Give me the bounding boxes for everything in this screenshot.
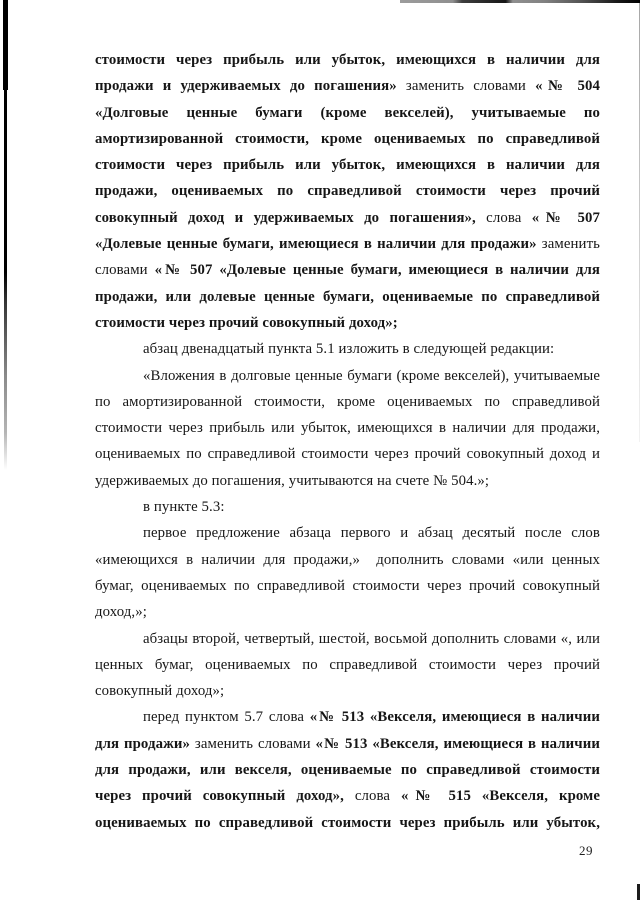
text-line [95, 520, 600, 546]
text-line [95, 599, 600, 625]
text-segment: стоимости через прибыль или убыток, имеющихся в наличии для продажи, [95, 420, 600, 437]
text-segment: абзацы второй, четвертый, шестой, восьмой дополнить словами «, или [143, 630, 600, 647]
text-segment: доход,»; [95, 604, 147, 621]
text-line [95, 310, 600, 336]
text-line [95, 810, 600, 836]
text-line [95, 415, 600, 441]
para-pered-punktom-5-7 [95, 704, 600, 835]
text-line [95, 757, 600, 783]
text-line [95, 152, 600, 178]
text-segment: «имеющихся в наличии для продажи,» дополнить словами «или ценных [95, 551, 600, 568]
text-line [95, 573, 600, 599]
bold-text-segment: «№ 504 [535, 78, 601, 95]
text-line [95, 47, 600, 73]
text-line [95, 336, 600, 362]
text-segment: заменить словами [396, 78, 536, 95]
text-line [95, 626, 600, 652]
text-segment: заменить словами [190, 735, 316, 752]
text-segment: в пункте 5.3: [143, 499, 225, 516]
page-number: 29 [579, 843, 593, 858]
bold-text-segment: «Долевые ценные бумаги, имеющиеся в наличии для продажи» [95, 236, 537, 253]
bold-text-segment: «№ 513 «Векселя, имеющиеся в наличии [309, 709, 600, 726]
text-line [95, 257, 600, 283]
text-line [95, 205, 600, 231]
text-segment: заменить [536, 236, 600, 253]
text-segment: абзац двенадцатый пункта 5.1 изложить в следующей редакции: [143, 341, 555, 358]
text-segment: слова [343, 788, 401, 805]
text-segment: совокупный доход»; [95, 683, 225, 700]
bold-text-segment: через прочий совокупный доход», [95, 788, 344, 805]
text-line [95, 468, 600, 494]
para-vlozheniya-v-dolgovye [95, 363, 600, 494]
text-line [95, 783, 600, 809]
text-segment: «Вложения в долговые ценные бумаги (кроме векселей), учитываемые [143, 367, 600, 384]
bold-text-segment: стоимости через прибыль или убыток, имеющихся в наличии для [95, 52, 600, 68]
text-line [95, 126, 600, 152]
para-amendment-accounts-504-507 [95, 47, 600, 336]
bold-text-segment: совокупный доход и удерживаемых до погашения», [95, 209, 476, 226]
para-pervoe-predlozhenie [95, 520, 600, 625]
text-line [95, 704, 600, 730]
text-segment: удерживаемых до погашения, учитываются на счете № 504.»; [95, 472, 490, 489]
text-line [95, 494, 600, 520]
text-line [95, 231, 600, 257]
bold-text-segment: «№ 513 «Векселя, имеющиеся в наличии [315, 735, 600, 752]
scan-edge-top-artifact [400, 0, 640, 3]
bold-text-segment: оцениваемых по справедливой стоимости через прибыль или убыток, [95, 814, 600, 831]
para-abzac-12-punkta-5-1 [95, 336, 600, 362]
text-segment: первое предложение абзаца первого и абзац десятый после слов [143, 525, 600, 542]
text-line [95, 363, 600, 389]
bold-text-segment: «№ 507 [531, 209, 601, 226]
para-v-punkte-5-3 [95, 494, 600, 520]
text-line [95, 178, 600, 204]
bold-text-segment: для продажи» [95, 735, 191, 752]
text-line [95, 652, 600, 678]
text-line [95, 100, 600, 126]
text-line [95, 284, 600, 310]
text-line [95, 547, 600, 573]
text-segment: по амортизированной стоимости, кроме оцениваемых по справедливой [95, 393, 600, 410]
bold-text-segment: для продажи, или векселя, оцениваемые по справедливой стоимости [95, 762, 600, 779]
text-segment: бумаг, оцениваемых по справедливой стоимости через прочий совокупный [95, 577, 600, 594]
text-line [95, 389, 600, 415]
bold-text-segment: «Долговые ценные бумаги (кроме векселей), учитываемые по [95, 104, 600, 121]
text-segment: оцениваемых по справедливой стоимости через прочий совокупный доход и [95, 446, 600, 463]
text-line [95, 678, 600, 704]
text-segment: слова [475, 209, 532, 226]
text-line [95, 731, 600, 757]
bold-text-segment: продажи и удерживаемых до погашения» [95, 78, 397, 95]
text-segment: словами [95, 262, 155, 279]
bold-text-segment: продажи, или долевые ценные бумаги, оцениваемые по справедливой [95, 288, 600, 305]
document-text [95, 47, 600, 836]
bold-text-segment: «№ 507 «Долевые ценные бумаги, имеющиеся в наличии для [154, 262, 600, 279]
bold-text-segment: «№ 515 «Векселя, кроме [400, 788, 600, 805]
text-segment: перед пунктом 5.7 слова [143, 709, 310, 726]
text-line [95, 441, 600, 467]
bold-text-segment: продажи, оцениваемых по справедливой стоимости через прочий [95, 183, 600, 200]
bold-text-segment: стоимости через прибыль или убыток, имеющихся в наличии для [95, 157, 600, 174]
text-segment: ценных бумаг, оцениваемых по справедливой стоимости через прочий [95, 656, 600, 673]
para-abzacy-vtoroy-chetverty [95, 626, 600, 705]
bold-text-segment: амортизированной стоимости, кроме оцениваемых по справедливой [95, 130, 600, 147]
scan-edge-left-artifact [4, 0, 7, 470]
bold-text-segment: стоимости через прочий совокупный доход»; [95, 314, 398, 331]
text-line [95, 73, 600, 99]
